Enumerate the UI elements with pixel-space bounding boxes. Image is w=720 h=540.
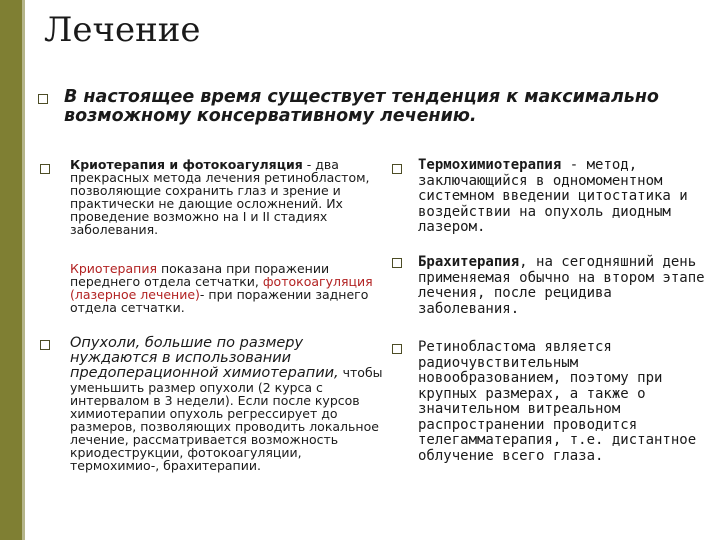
left-decor-accent	[22, 0, 25, 540]
right-paragraph-2-text: , на сегодняшний день применяемая обычно на втором этапе лечения, после рецидива заболевания.	[418, 254, 705, 317]
right-paragraph-3: Ретинобластома является радиочувствительным новообразованием, поэтому при крупных размерах, а также о значительном витреальном распространении проводится телегамматерапия, т.е. дистантное облучение всего глаза.	[418, 339, 697, 464]
left-paragraph-2-mid: показана при поражении переднего отдела сетчатки,	[70, 261, 330, 289]
right-paragraph-1	[418, 158, 708, 236]
right-paragraph-1-text: - метод, заключающийся в одномоментном системном введении цитостатика и воздействии на опухоль диодным лазером.	[418, 157, 688, 235]
square-bullet-icon	[392, 258, 402, 268]
cryotherapy-term: Криотерапия	[70, 261, 157, 276]
intro-text: В настоящее время существует тенденция к максимально возможному консервативному лечению.	[64, 87, 659, 126]
square-bullet-icon	[392, 344, 402, 354]
square-bullet-icon	[40, 164, 50, 174]
brachy-heading: Брахитерапия	[418, 254, 520, 270]
right-paragraph-2	[418, 255, 708, 317]
square-bullet-icon	[392, 164, 402, 174]
photocoagulation-term: фотокоагуляция (лазерное лечение)	[70, 274, 373, 302]
cryo-photo-heading: Криотерапия и фотокоагуляция	[70, 157, 303, 172]
left-decor-bar	[0, 0, 22, 540]
thermochemo-heading: Термохимиотерапия	[418, 157, 562, 173]
square-bullet-icon	[40, 340, 50, 350]
left-paragraph-3-text: чтобы уменьшить размер опухоли (2 курса с интервалом в 3 недели). Если после курсов химиотерапии опухоль регрессирует до размеров, позволяющих проводить локальное лечение, рассматривается возможность криодеструкции, фотокоагуляции, термохимио-, брахитерапии.	[70, 365, 383, 473]
slide-title: Лечение	[44, 10, 201, 50]
square-bullet-icon	[38, 94, 48, 104]
left-paragraph-1	[70, 158, 388, 236]
chemo-heading: Опухоли, большие по размеру нуждаются в использовании предоперационной химиотерапии,	[70, 335, 339, 381]
left-paragraph-3	[70, 336, 388, 472]
left-paragraph-2	[70, 262, 388, 314]
left-paragraph-2-end: - при поражении заднего отдела сетчатки.	[70, 287, 369, 315]
left-paragraph-1-text: - два прекрасных метода лечения ретинобластом, позволяющие сохранить глаз и зрение и практически не дающие осложнений. Их проведение возможно на I и II стадиях заболевания.	[70, 157, 370, 237]
